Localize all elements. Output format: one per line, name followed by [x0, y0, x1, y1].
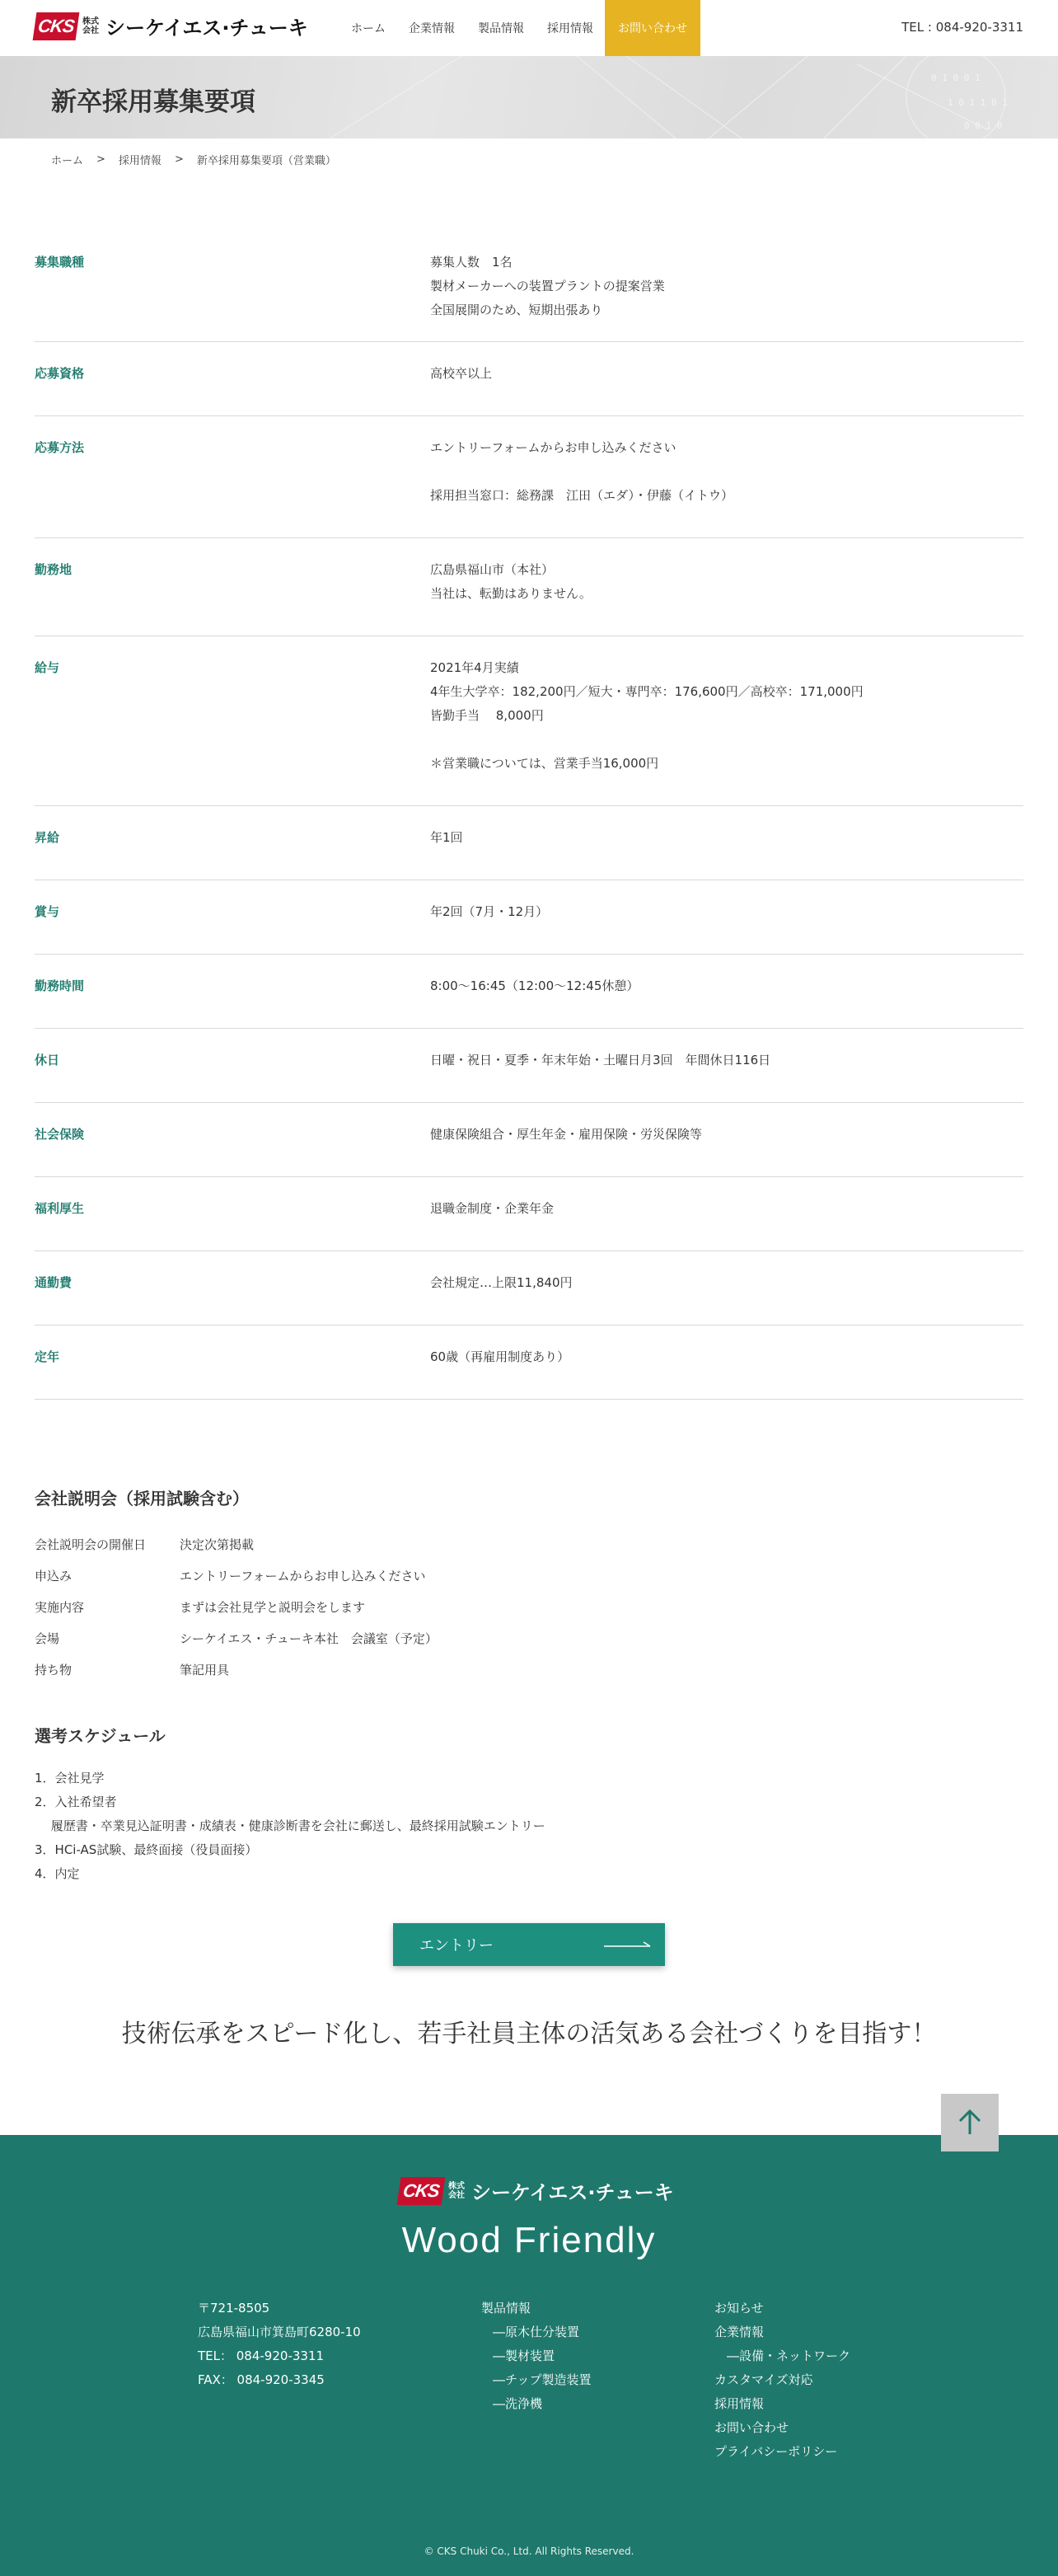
breadcrumb-separator: >	[174, 153, 184, 166]
value-line: 採用担当窓口：総務課 江田（エダ）・伊藤（イトウ）	[430, 488, 733, 503]
footer-logo[interactable]	[399, 2176, 674, 2205]
table-row	[35, 1251, 1023, 1326]
briefing-label: 会社説明会の開催日	[35, 1537, 147, 1552]
row-label: 応募方法	[35, 440, 85, 455]
row-label: 応募資格	[35, 366, 85, 381]
site-header	[0, 0, 1058, 56]
briefing-label: 持ち物	[35, 1662, 73, 1677]
footer-site-menu	[714, 2297, 850, 2464]
value-line: 健康保険組合・厚生年金・雇用保険・労災保険等	[430, 1127, 703, 1142]
row-label: 勤務時間	[35, 978, 85, 993]
address-line: 〒721-8505	[198, 2301, 270, 2316]
value-line	[430, 728, 1023, 752]
footer-link-recruit[interactable]: 採用情報	[714, 2396, 765, 2411]
row-label: 給与	[35, 660, 60, 675]
svg-text:1 0 1 1 0 1: 1 0 1 1 0 1	[948, 97, 1008, 108]
footer-link-product[interactable]: ―原木仕分装置	[493, 2325, 580, 2339]
site-footer	[0, 2135, 1058, 2576]
schedule-step: 1．会社見学	[35, 1771, 105, 1785]
site-logo[interactable]	[35, 12, 308, 40]
address-line: TEL： 084-920-3311	[198, 2348, 325, 2363]
arrow-up-icon	[955, 2108, 985, 2137]
page-hero	[0, 56, 1058, 138]
page-top-button[interactable]	[941, 2094, 999, 2151]
row-value	[430, 251, 1023, 341]
nav-recruit[interactable]: 採用情報	[547, 22, 593, 35]
row-label: 定年	[35, 1349, 60, 1364]
row-label: 通勤費	[35, 1275, 73, 1290]
footer-link-company[interactable]: 企業情報	[714, 2325, 765, 2339]
value-line	[430, 460, 1023, 484]
logo-company-name: シーケイエス·チューキ	[105, 16, 308, 40]
value-line: 広島県福山市（本社）	[430, 562, 555, 577]
footer-link-product[interactable]: ―チップ製造装置	[493, 2372, 592, 2387]
briefing-value: 決定次第掲載	[180, 1537, 255, 1552]
footer-link-products[interactable]: 製品情報	[481, 2301, 531, 2316]
value-line: 年2回（7月・12月）	[430, 904, 549, 919]
logo-company-name: シーケイエス·チューキ	[471, 2181, 674, 2204]
row-label: 賞与	[35, 904, 60, 919]
row-label: 社会保険	[35, 1127, 85, 1142]
table-row	[35, 636, 1023, 806]
list-item	[35, 1654, 438, 1685]
address-line: 広島県福山市箕島町6280-10	[198, 2325, 361, 2339]
breadcrumb-home[interactable]: ホーム	[51, 155, 84, 167]
footer-link-privacy[interactable]: プライバシーポリシー	[714, 2444, 838, 2459]
value-line: エントリーフォームからお申し込みください	[430, 440, 676, 455]
table-row	[35, 538, 1023, 636]
footer-link-news[interactable]: お知らせ	[714, 2301, 764, 2316]
value-line: 会社規定…上限11,840円	[430, 1275, 573, 1290]
footer-brand-wordmark: Wood Friendly	[401, 2220, 657, 2260]
svg-text:0 1 0 0 1: 0 1 0 0 1	[931, 73, 981, 83]
logo-kaisha: 株式会社	[448, 2181, 465, 2200]
value-line: 60歳（再雇用制度あり）	[430, 1349, 570, 1364]
table-row	[35, 1029, 1023, 1103]
briefing-title: 会社説明会（採用試験含む）	[35, 1489, 249, 1509]
briefing-value: シーケイエス・チューキ本社 会議室（予定）	[180, 1631, 438, 1646]
main-nav	[339, 0, 700, 56]
breadcrumb-separator: >	[96, 153, 105, 166]
copyright: © CKS Chuki Co., Ltd. All Rights Reserved.	[424, 2546, 634, 2557]
tagline: 技術伝承をスピード化し、若手社員主体の活気ある会社づくりを目指す！	[121, 2020, 937, 2048]
briefing-value: まずは会社見学と説明会をします	[180, 1599, 366, 1615]
list-item	[35, 1560, 438, 1591]
page-title: 新卒採用募集要項	[51, 87, 255, 117]
schedule-step-detail: 履歴書・卒業見込証明書・成績表・健康診断書を会社に郵送し、最終採用試験エントリー	[35, 1818, 545, 1833]
svg-text:0 0 1 0: 0 0 1 0	[964, 120, 1003, 131]
schedule-step: 3．HCi-AS試験、最終面接（役員面接）	[35, 1842, 258, 1857]
value-line: 退職金制度・企業年金	[430, 1201, 555, 1216]
header-tel: TEL : 084-920-3311	[901, 20, 1023, 35]
footer-link-product[interactable]: ―製材装置	[493, 2348, 555, 2363]
row-value	[430, 1123, 1023, 1176]
footer-link-contact[interactable]: お問い合わせ	[714, 2420, 789, 2435]
briefing-value: 筆記用具	[180, 1662, 230, 1677]
table-row	[35, 1177, 1023, 1251]
table-row	[35, 806, 1023, 880]
table-row	[35, 231, 1023, 342]
nav-contact[interactable]: お問い合わせ	[605, 0, 700, 56]
cks-logo-mark: CKS	[33, 12, 80, 40]
value-line: 日曜・祝日・夏季・年末年始・土曜日月3回 年間休日116日	[430, 1053, 771, 1067]
footer-link-customize[interactable]: カスタマイズ対応	[714, 2372, 813, 2387]
address-line: FAX： 084-920-3345	[198, 2372, 325, 2387]
entry-button-label: エントリー	[419, 1937, 494, 1954]
value-line: 当社は、転勤はありません。	[430, 586, 592, 601]
footer-link-product[interactable]: ―洗浄機	[493, 2396, 543, 2411]
row-value	[430, 1345, 1023, 1399]
value-line: 4年生大学卒：182,200円／短大・専門卒：176,600円／高校卒：171,000円	[430, 684, 864, 699]
row-value	[430, 1271, 1023, 1325]
nav-home[interactable]: ホーム	[351, 22, 386, 35]
requirements-table	[35, 231, 1023, 1400]
table-row	[35, 1326, 1023, 1400]
schedule-list	[35, 1767, 545, 1886]
list-item	[35, 1591, 438, 1622]
row-label: 休日	[35, 1053, 60, 1067]
table-row	[35, 1103, 1023, 1177]
briefing-label: 申込み	[35, 1568, 73, 1584]
footer-link-facilities[interactable]: ―設備・ネットワーク	[714, 2348, 851, 2363]
row-value	[430, 974, 1023, 1028]
schedule-step: 2．入社希望者	[35, 1795, 117, 1809]
row-label: 勤務地	[35, 562, 73, 577]
briefing-value: エントリーフォームからお申し込みください	[180, 1568, 426, 1584]
breadcrumb-current: 新卒採用募集要項（営業職）	[196, 155, 336, 167]
row-label: 昇給	[35, 830, 60, 845]
arrow-right-icon	[604, 1938, 653, 1951]
value-line: ＊営業職については、営業手当16,000円	[430, 756, 659, 771]
footer-address	[198, 2297, 361, 2392]
breadcrumb-recruit[interactable]: 採用情報	[118, 155, 162, 167]
briefing-label: 会場	[35, 1631, 60, 1646]
row-value	[430, 1197, 1023, 1250]
table-row	[35, 342, 1023, 416]
schedule-step: 4．内定	[35, 1866, 80, 1881]
briefing-list	[35, 1528, 438, 1685]
row-label: 募集職種	[35, 255, 85, 270]
row-value	[430, 362, 1023, 415]
table-row	[35, 416, 1023, 538]
row-value	[430, 826, 1023, 880]
value-line: 8:00〜16:45（12:00〜12:45休憩）	[430, 978, 639, 993]
value-line: 全国展開のため、短期出張あり	[430, 303, 603, 317]
value-line: 皆勤手当 8,000円	[430, 708, 544, 723]
nav-products[interactable]: 製品情報	[478, 22, 524, 35]
list-item	[35, 1622, 438, 1654]
value-line: 2021年4月実績	[430, 660, 519, 675]
row-value	[430, 436, 1023, 537]
cks-logo-mark: CKS	[397, 2177, 446, 2205]
value-line: 募集人数 1名	[430, 255, 513, 270]
value-line: 高校卒以上	[430, 366, 493, 381]
list-item	[35, 1528, 438, 1560]
entry-button[interactable]	[393, 1923, 665, 1966]
row-value	[430, 1049, 1023, 1102]
table-row	[35, 880, 1023, 955]
nav-company[interactable]: 企業情報	[409, 22, 455, 35]
table-row	[35, 955, 1023, 1029]
row-value	[430, 558, 1023, 636]
schedule-title: 選考スケジュール	[35, 1726, 166, 1746]
value-line: 製材メーカーへの装置プラントの提案営業	[430, 279, 665, 293]
breadcrumb	[51, 152, 336, 167]
logo-kaisha: 株式会社	[82, 16, 99, 35]
row-label: 福利厚生	[35, 1201, 85, 1216]
row-value	[430, 900, 1023, 954]
briefing-label: 実施内容	[35, 1599, 85, 1615]
value-line: 年1回	[430, 830, 463, 845]
row-value	[430, 656, 1023, 805]
footer-products-menu	[481, 2297, 592, 2416]
